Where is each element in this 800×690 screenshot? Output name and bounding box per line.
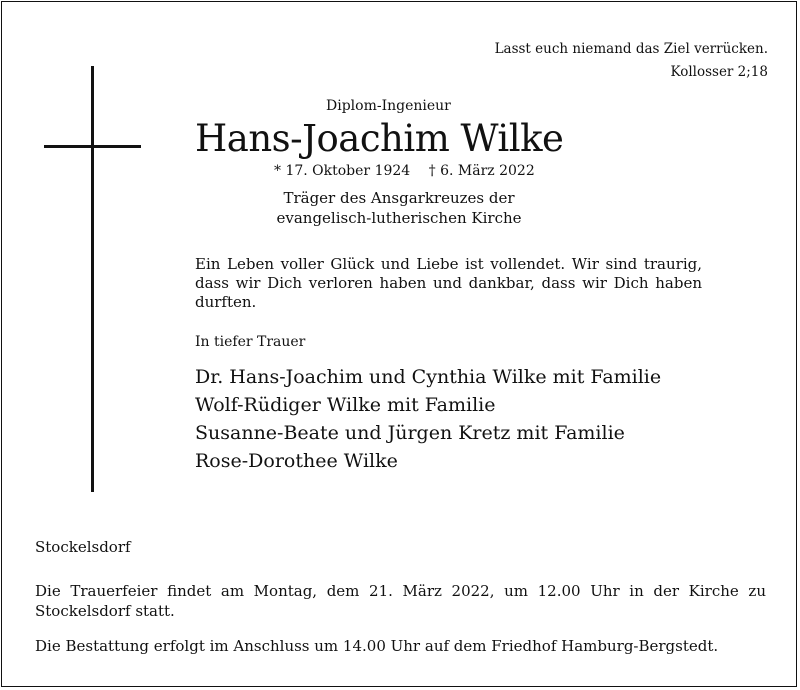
funeral-service-info: Die Trauerfeier findet am Montag, dem 21. März 2022, um 12.00 Uhr in der Kirche zu Stockelsdorf statt. xyxy=(35,582,766,620)
motto-quote: Lasst euch niemand das Ziel verrücken. xyxy=(494,41,768,57)
bible-motto xyxy=(495,38,768,84)
mourner-item: Dr. Hans-Joachim und Cynthia Wilke mit Familie xyxy=(195,366,662,388)
cross-vertical-bar xyxy=(91,66,94,492)
mourners-list xyxy=(195,363,661,475)
burial-info: Die Bestattung erfolgt im Anschluss um 14.00 Uhr auf dem Friedhof Hamburg-Bergstedt. xyxy=(35,637,719,655)
town-name: Stockelsdorf xyxy=(35,538,131,556)
tribute-text: Ein Leben voller Glück und Liebe ist vollendet. Wir sind traurig, dass wir Dich verloren haben und dankbar, dass wir Dich haben durften. xyxy=(195,255,702,311)
deceased-title: Diplom-Ingenieur xyxy=(326,98,451,114)
deceased-name: Hans-Joachim Wilke xyxy=(195,117,564,160)
birth-date: * 17. Oktober 1924 xyxy=(274,163,411,179)
mourner-item: Rose-Dorothee Wilke xyxy=(195,450,398,472)
mourner-item: Wolf-Rüdiger Wilke mit Familie xyxy=(195,394,496,416)
mourner-item: Susanne-Beate und Jürgen Kretz mit Familie xyxy=(195,422,625,444)
honor-line-2: evangelisch-lutherischen Kirche xyxy=(276,209,522,227)
death-date: † 6. März 2022 xyxy=(428,163,535,179)
cross-horizontal-bar xyxy=(44,145,141,148)
honor-line-1: Träger des Ansgarkreuzes der xyxy=(283,189,515,207)
life-dates xyxy=(274,163,549,179)
mourning-label: In tiefer Trauer xyxy=(195,334,306,350)
honor-text xyxy=(240,188,558,228)
motto-reference: Kollosser 2;18 xyxy=(670,64,768,80)
